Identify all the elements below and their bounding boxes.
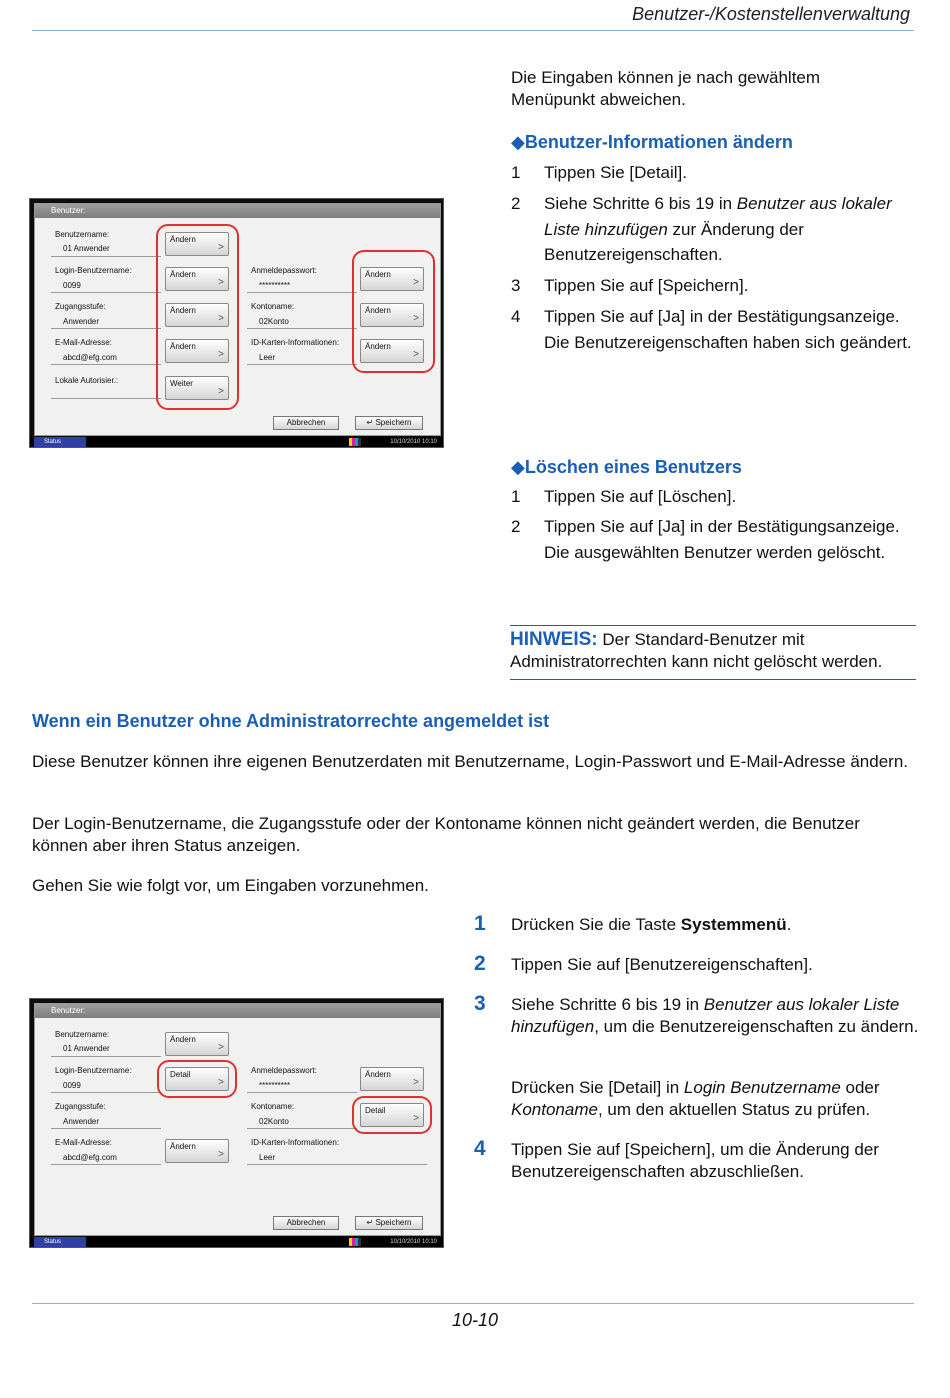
footer-rule [32,1303,914,1304]
change-button[interactable]: Ändern > [165,303,229,327]
save-button[interactable]: ↵ Speichern [355,1216,423,1230]
field-label: Login-Benutzername: [55,1066,132,1075]
field-value: Anwender [63,1117,100,1126]
field-label: ID-Karten-Informationen: [251,1138,340,1147]
field-divider [51,256,161,257]
step-text: Tippen Sie [Detail]. [544,163,687,182]
chevron-right-icon: > [218,1149,224,1160]
field-divider [247,328,357,329]
highlight-ring [156,224,239,410]
field-value: Anwender [63,317,100,326]
header-rule [32,30,914,31]
field-label: Login-Benutzername: [55,266,132,275]
chevron-right-icon: > [413,313,419,324]
change-button[interactable]: Ändern > [165,339,229,363]
step-text: Tippen Sie auf [Löschen]. [544,487,737,506]
step-number: 2 [474,952,486,975]
intro-text: Die Eingaben können je nach gewähltem Menüpunkt abweichen. [511,68,821,109]
field-divider [247,1128,357,1129]
field-divider [51,1056,161,1057]
step-text: Drücken Sie [Detail] in Login Benutzername oder Kontoname, um den aktuellen Status zu prüfen. [511,1078,880,1119]
chevron-right-icon: > [218,242,224,253]
paragraph: Der Login-Benutzername, die Zugangsstufe oder der Kontoname können nicht geändert werden, die Benutzer können aber ihren Status anzeigen. [32,814,860,855]
datetime-display: 10/10/2010 10:10 [390,439,437,445]
step-number: 4 [474,1137,486,1160]
chevron-right-icon: > [218,1077,224,1088]
field-label: Zugangsstufe: [55,302,106,311]
note-box [510,625,916,680]
field-label: Kontoname: [251,302,295,311]
note-label: HINWEIS: [510,629,598,650]
field-divider [247,1092,357,1093]
toner-level-icon [349,438,361,446]
field-divider [51,1092,161,1093]
field-value: 02Konto [259,317,289,326]
change-button[interactable]: Ändern > [360,303,424,327]
field-divider [51,398,161,399]
field-label: Kontoname: [251,1102,295,1111]
step-text: Tippen Sie auf [Ja] in der Bestätigungsanzeige. Die ausgewählten Benutzer werden gelöscht. [544,517,900,562]
step-text: Tippen Sie auf [Speichern], um die Änderung der Benutzereigenschaften abzuschließen. [511,1140,879,1181]
change-button[interactable]: Ändern > [165,1032,229,1056]
step-number: 3 [474,992,486,1015]
field-value: 01 Anwender [63,244,110,253]
field-value: ********** [259,1081,291,1090]
chevron-right-icon: > [413,349,419,360]
field-label: Anmeldepasswort: [251,1066,317,1075]
screen-panel [34,203,441,436]
field-label: Zugangsstufe: [55,1102,106,1111]
field-divider [51,364,161,365]
chevron-right-icon: > [218,386,224,397]
chevron-right-icon: > [218,313,224,324]
status-button[interactable]: Status [34,1237,86,1247]
note-text: Der Standard-Benutzer mit Administratorrechten kann nicht gelöscht werden. [510,630,883,671]
step-number: 4 [511,307,521,326]
field-label: E-Mail-Adresse: [55,1138,112,1147]
field-label: Benutzername: [55,1030,110,1039]
change-button[interactable]: Ändern > [165,1139,229,1163]
field-label: E-Mail-Adresse: [55,338,112,347]
screen-panel [34,1003,441,1236]
field-value: abcd@efg.com [63,353,117,362]
field-label: Lokale Autorisier.: [55,376,119,385]
field-divider [51,328,161,329]
step-text: Siehe Schritte 6 bis 19 in Benutzer aus lokaler Liste hinzufügen, um die Benutzereigenschaften zu ändern. [511,995,919,1036]
highlight-ring [352,1096,432,1134]
field-divider [247,1164,427,1165]
field-label: ID-Karten-Informationen: [251,338,340,347]
save-button[interactable]: ↵ Speichern [355,416,423,430]
cancel-button[interactable]: Abbrechen [273,416,339,430]
screenshot-user-properties-nonadmin [29,998,444,1248]
screen-titlebar: Benutzer: [35,1004,440,1018]
step-number: 1 [511,487,521,506]
step-number: 2 [511,194,521,213]
field-value: 01 Anwender [63,1044,110,1053]
detail-button[interactable]: Detail > [165,1067,229,1091]
screen-titlebar: Benutzer: [35,204,440,218]
status-bar [30,1237,443,1247]
section-heading-nonadmin: Wenn ein Benutzer ohne Administratorrechte angemeldet ist [32,711,550,731]
highlight-ring [157,1060,237,1098]
field-label: Benutzername: [55,230,110,239]
cancel-button[interactable]: Abbrechen [273,1216,339,1230]
field-divider [247,364,357,365]
enter-icon: ↵ [366,418,376,427]
step-number: 3 [511,276,521,295]
section-heading-change: ◆Benutzer-Informationen ändern [511,132,793,152]
step-number: 1 [511,163,521,182]
field-value: Leer [259,353,276,362]
field-divider [247,292,357,293]
step-number: 1 [474,912,486,935]
change-button[interactable]: Ändern > [360,1067,424,1091]
screenshot-user-properties-admin [29,198,444,448]
paragraph: Diese Benutzer können ihre eigenen Benutzerdaten mit Benutzername, Login-Passwort und E-Mail-Adresse ändern. [32,752,908,771]
enter-icon: ↵ [366,1218,376,1227]
step-number: 2 [511,517,521,536]
page-number: 10-10 [451,1310,499,1330]
status-button[interactable]: Status [34,437,86,447]
change-button[interactable]: Ändern > [360,267,424,291]
chevron-right-icon: > [413,277,419,288]
paragraph: Gehen Sie wie folgt vor, um Eingaben vorzunehmen. [32,876,429,895]
field-divider [51,1164,161,1165]
field-label: Anmeldepasswort: [251,266,317,275]
status-bar [30,437,443,447]
toner-level-icon [349,1238,361,1246]
field-value: ********** [259,281,291,290]
step-text: Siehe Schritte 6 bis 19 in Benutzer aus lokaler Liste hinzufügen zur Änderung der Benutzereigenschaften. [544,194,892,264]
field-value: 0099 [63,1081,81,1090]
running-header: Benutzer-/Kostenstellenverwaltung [632,4,910,24]
change-button[interactable]: Ändern > [165,267,229,291]
step-text: Tippen Sie auf [Speichern]. [544,276,749,295]
section-heading-delete: ◆Löschen eines Benutzers [511,457,742,477]
datetime-display: 10/10/2010 10:10 [390,1239,437,1245]
step-text: Tippen Sie auf [Ja] in der Bestätigungsanzeige. Die Benutzereigenschaften haben sich geändert. [544,307,912,352]
field-value: abcd@efg.com [63,1153,117,1162]
next-button[interactable]: Weiter > [165,376,229,400]
field-divider [51,1128,161,1129]
field-value: Leer [259,1153,276,1162]
highlight-ring [352,250,435,373]
chevron-right-icon: > [413,1077,419,1088]
detail-button[interactable]: Detail > [360,1103,424,1127]
field-value: 0099 [63,281,81,290]
chevron-right-icon: > [218,277,224,288]
field-value: 02Konto [259,1117,289,1126]
chevron-right-icon: > [218,349,224,360]
field-divider [51,292,161,293]
chevron-right-icon: > [413,1113,419,1124]
change-button[interactable]: Ändern > [360,339,424,363]
step-text: Drücken Sie die Taste Systemmenü. [511,915,792,934]
chevron-right-icon: > [218,1042,224,1053]
step-text: Tippen Sie auf [Benutzereigenschaften]. [511,955,813,974]
change-button[interactable]: Ändern > [165,232,229,256]
